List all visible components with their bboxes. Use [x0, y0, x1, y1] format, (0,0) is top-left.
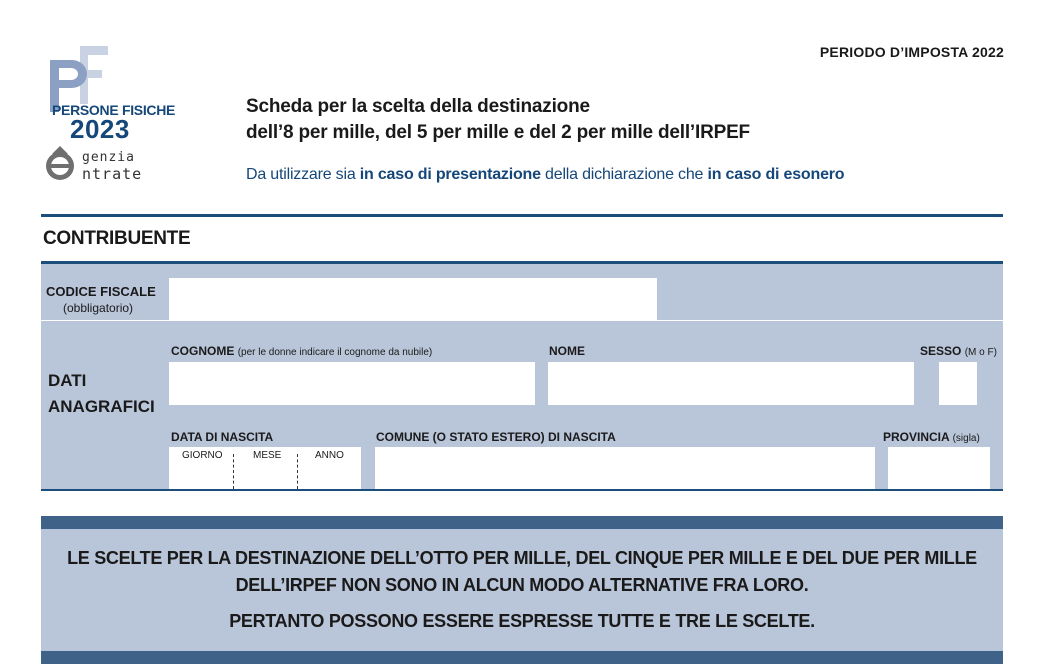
mese-label: MESE	[253, 450, 282, 461]
data-nascita-label: DATA DI NASCITA	[171, 430, 274, 444]
comune-nascita-field[interactable]	[375, 447, 875, 489]
dati-label-line-2: ANAGRAFICI	[48, 397, 155, 416]
giorno-mese-separator	[233, 454, 234, 489]
provincia-label-text: PROVINCIA	[883, 430, 950, 444]
mese-anno-separator	[297, 454, 298, 489]
panel-divider	[41, 320, 1003, 321]
sesso-label-text: SESSO	[920, 344, 962, 358]
notice-line-2: DELL’IRPEF NON SONO IN ALCUN MODO ALTERNATIVE FRA LORO.	[235, 575, 809, 595]
page-title	[246, 94, 750, 146]
cognome-label	[171, 344, 432, 358]
title-line-1: Scheda per la scelta della destinazione	[246, 96, 590, 117]
cognome-field[interactable]	[169, 362, 535, 405]
codice-fiscale-sublabel: (obbligatorio)	[63, 301, 134, 315]
title-line-2: dell’8 per mille, del 5 per mille e del 2 per mille dell’IRPEF	[246, 122, 750, 143]
subtitle-bold-1: in caso di presentazione	[359, 166, 541, 183]
notice-line-1: LE SCELTE PER LA DESTINAZIONE DELL’OTTO PER MILLE, DEL CINQUE PER MILLE E DEL DUE PER MILLE	[67, 548, 977, 568]
agenzia-entrate-icon	[42, 144, 82, 184]
notice-box	[41, 529, 1003, 651]
codice-fiscale-label: CODICE FISCALE	[46, 284, 156, 299]
notice-line-3: PERTANTO POSSONO ESSERE ESPRESSE TUTTE E TRE LE SCELTE.	[229, 611, 815, 631]
notice-bar-top	[41, 516, 1003, 529]
provincia-note: (sigla)	[952, 433, 980, 444]
logo-year: 2023	[70, 114, 130, 144]
section-title-contribuente: CONTRIBUENTE	[43, 228, 191, 249]
anno-label: ANNO	[315, 450, 344, 461]
logo-product: PERSONE FISICHE	[52, 102, 176, 118]
sesso-field[interactable]	[939, 362, 977, 405]
pf-logo	[42, 44, 202, 184]
codice-fiscale-field[interactable]	[169, 278, 657, 320]
nome-field[interactable]	[548, 362, 914, 405]
cognome-note: (per le donne indicare il cognome da nubile)	[237, 347, 433, 358]
logo-agenzia: genzia	[82, 150, 135, 165]
contribuente-panel	[41, 261, 1003, 491]
sesso-note: (M o F)	[964, 347, 997, 358]
header-divider	[41, 214, 1003, 217]
tax-period: PERIODO D’IMPOSTA 2022	[819, 44, 1004, 60]
page-subtitle	[246, 166, 844, 184]
sesso-label	[920, 344, 997, 358]
notice-bar-bottom	[41, 651, 1003, 664]
comune-nascita-label: COMUNE (O STATO ESTERO) DI NASCITA	[376, 430, 616, 444]
dati-anagrafici-label	[48, 368, 155, 420]
subtitle-text-2: della dichiarazione che	[540, 166, 708, 183]
subtitle-text-1: Da utilizzare sia	[246, 166, 360, 183]
provincia-label	[883, 430, 980, 444]
provincia-field[interactable]	[888, 447, 990, 489]
giorno-label: GIORNO	[182, 450, 223, 461]
subtitle-bold-2: in caso di esonero	[707, 166, 845, 183]
dati-label-line-1: DATI	[48, 371, 87, 390]
cognome-label-text: COGNOME	[171, 344, 235, 358]
nome-label: NOME	[549, 344, 585, 358]
logo-entrate: ntrate	[82, 165, 143, 183]
